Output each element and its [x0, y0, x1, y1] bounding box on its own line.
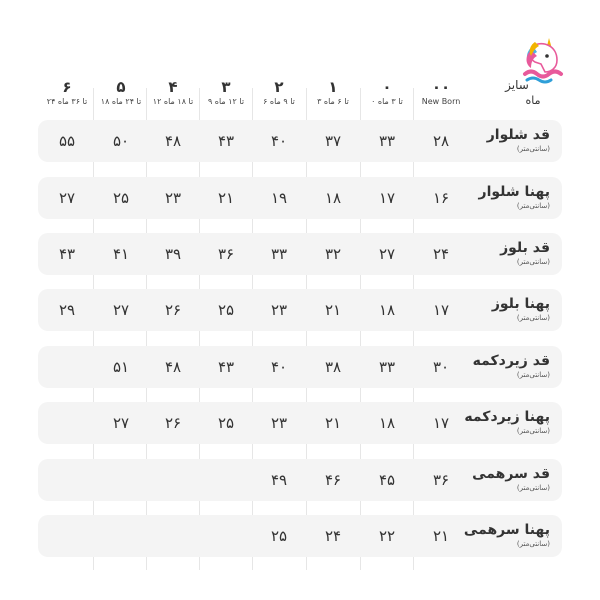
row-name: قد زیردکمه	[472, 353, 550, 369]
table-cell: ۲۶	[164, 301, 182, 319]
row-label	[500, 239, 550, 267]
row-unit: (سانتی‌متر)	[516, 540, 550, 548]
column-age-range: New Born	[421, 97, 461, 106]
table-cell: ۴۹	[270, 471, 288, 489]
column-header	[40, 78, 94, 108]
column-header	[146, 78, 200, 108]
table-cell: ۲۱	[217, 189, 235, 207]
column-size-number: ۳	[221, 78, 231, 96]
table-cell: ۳۶	[432, 471, 450, 489]
table-cell: ۲۷	[58, 189, 76, 207]
table-cell: ۴۳	[58, 245, 76, 263]
column-size-number: ۶	[62, 78, 72, 96]
table-cell: ۳۳	[378, 132, 396, 150]
row-unit: (سانتی‌متر)	[516, 145, 550, 153]
column-age-range: ۱۸ تا ۲۴ ماه	[100, 97, 142, 106]
column-age-range: ۳ تا ۶ ماه	[317, 97, 349, 106]
table-cell: ۳۹	[164, 245, 182, 263]
table-cell: ۱۷	[378, 189, 396, 207]
row-unit: (سانتی‌متر)	[516, 484, 550, 492]
table-cell: ۲۴	[324, 527, 342, 545]
table-cell: ۱۸	[378, 414, 396, 432]
column-size-number: ۵	[116, 78, 126, 96]
table-cell: ۲۵	[217, 301, 235, 319]
table-cell: ۱۸	[378, 301, 396, 319]
table-cell: ۴۱	[112, 245, 130, 263]
column-size-number: ۱	[328, 78, 338, 96]
column-size-number: ۲	[274, 78, 284, 96]
row-unit: (سانتی‌متر)	[516, 258, 550, 266]
table-row	[38, 233, 562, 275]
column-age-range: ۰ تا ۳ ماه	[371, 97, 403, 106]
row-label	[487, 126, 550, 154]
table-cell: ۲۶	[164, 414, 182, 432]
table-cell: ۱۷	[432, 301, 450, 319]
table-cell: ۳۷	[324, 132, 342, 150]
row-label	[464, 521, 550, 549]
table-cell: ۳۸	[324, 358, 342, 376]
row-name: پهنا شلوار	[478, 184, 550, 200]
table-cell: ۵۰	[112, 132, 130, 150]
table-row	[38, 120, 562, 162]
month-header: ماه	[525, 94, 541, 107]
column-age-range: ۹ تا ۱۲ ماه	[207, 97, 245, 106]
column-header	[252, 78, 306, 108]
table-cell: ۴۰	[270, 132, 288, 150]
column-size-number: ۰۰	[431, 78, 451, 96]
table-row	[38, 289, 562, 331]
column-header	[306, 78, 360, 108]
table-cell: ۱۸	[324, 189, 342, 207]
row-unit: (سانتی‌متر)	[516, 371, 550, 379]
table-cell: ۲۷	[378, 245, 396, 263]
table-cell: ۲۱	[432, 527, 450, 545]
table-cell: ۴۰	[270, 358, 288, 376]
table-row	[38, 459, 562, 501]
table-cell: ۴۶	[324, 471, 342, 489]
table-cell: ۲۳	[164, 189, 182, 207]
row-label	[492, 295, 550, 323]
table-cell: ۲۷	[112, 301, 130, 319]
table-cell: ۴۵	[378, 471, 396, 489]
row-name: قد شلوار	[486, 127, 550, 143]
row-label	[473, 352, 550, 380]
table-cell: ۲۲	[378, 527, 396, 545]
table-cell: ۲۵	[270, 527, 288, 545]
row-name: قد بلوز	[500, 240, 550, 256]
row-unit: (سانتی‌متر)	[516, 314, 550, 322]
row-name: پهنا زیردکمه	[464, 409, 550, 425]
table-cell: ۱۶	[432, 189, 450, 207]
column-header	[360, 78, 414, 108]
column-size-number: ۰	[382, 78, 392, 96]
row-label	[479, 183, 550, 211]
table-cell: ۲۹	[58, 301, 76, 319]
row-name: قد سرهمی	[472, 466, 550, 482]
row-name: پهنا سرهمی	[463, 522, 550, 538]
table-cell: ۲۸	[432, 132, 450, 150]
row-name: پهنا بلوز	[491, 296, 550, 312]
table-cell: ۳۳	[270, 245, 288, 263]
column-header	[199, 78, 253, 108]
column-age-range: ۲۴ تا ۳۶ ماه	[46, 97, 88, 106]
table-row	[38, 177, 562, 219]
column-header	[94, 78, 148, 108]
table-cell: ۳۳	[378, 358, 396, 376]
table-cell: ۲۵	[112, 189, 130, 207]
table-cell: ۲۷	[112, 414, 130, 432]
table-cell: ۲۱	[324, 301, 342, 319]
table-cell: ۳۰	[432, 358, 450, 376]
table-cell: ۵۱	[112, 358, 130, 376]
table-row	[38, 402, 562, 444]
table-cell: ۲۳	[270, 414, 288, 432]
table-cell: ۴۳	[217, 132, 235, 150]
table-cell: ۲۱	[324, 414, 342, 432]
row-label	[472, 465, 550, 493]
table-cell: ۲۵	[217, 414, 235, 432]
table-cell: ۱۹	[270, 189, 288, 207]
table-row	[38, 346, 562, 388]
table-cell: ۲۳	[270, 301, 288, 319]
table-cell: ۴۸	[164, 132, 182, 150]
table-cell: ۳۲	[324, 245, 342, 263]
row-unit: (سانتی‌متر)	[516, 427, 550, 435]
table-cell: ۱۷	[432, 414, 450, 432]
row-label	[464, 408, 550, 436]
table-cell: ۳۶	[217, 245, 235, 263]
size-header: سایز	[505, 78, 529, 92]
column-size-number: ۴	[168, 78, 178, 96]
table-cell: ۵۵	[58, 132, 76, 150]
table-row	[38, 515, 562, 557]
column-age-range: ۱۲ تا ۱۸ ماه	[152, 97, 194, 106]
column-age-range: ۶ تا ۹ ماه	[263, 97, 295, 106]
row-unit: (سانتی‌متر)	[516, 202, 550, 210]
table-cell: ۴۸	[164, 358, 182, 376]
table-cell: ۲۴	[432, 245, 450, 263]
table-cell: ۴۳	[217, 358, 235, 376]
column-header	[414, 78, 468, 108]
